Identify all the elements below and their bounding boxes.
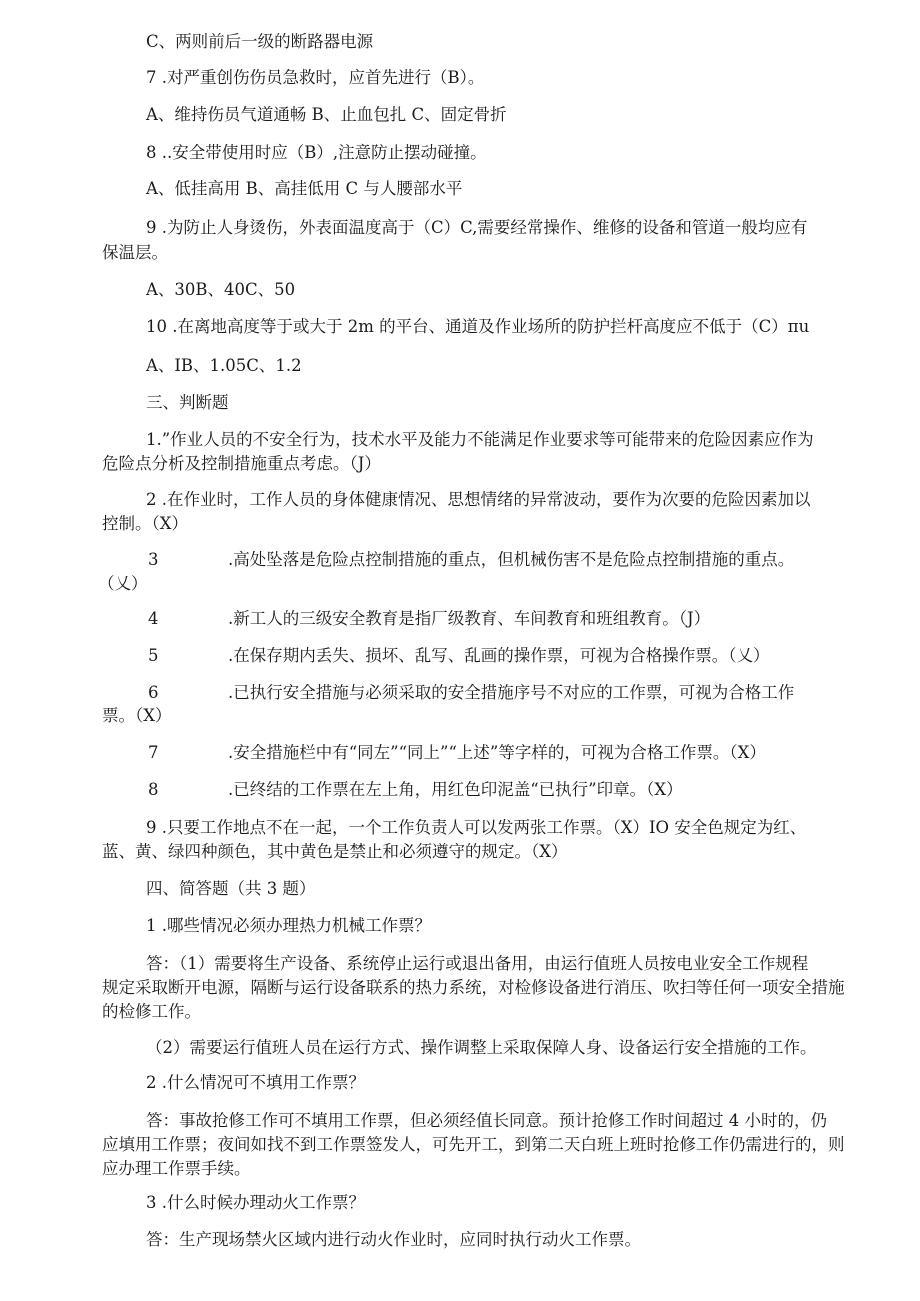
tf-3-number: 3 — [148, 550, 159, 569]
question-9-options: A、30B、40C、50 — [146, 280, 296, 299]
tf-4-number: 4 — [148, 609, 159, 628]
tf-3-text: .高处坠落是危险点控制措施的重点，但机械伤害不是危险点控制措施的重点。 — [228, 550, 795, 569]
tf-7-text: .安全措施栏中有“同左”“同上”“上述”等字样的，可视为合格工作票。（X） — [228, 743, 766, 762]
q6-option-c: C、两则前后一级的断路器电源 — [146, 32, 374, 51]
short-answer-q2: 2 .什么情况可不填用工作票？ — [146, 1073, 365, 1092]
tf-9-line1: 9 .只要工作地点不在一起，一个工作负责人可以发两张工作票。（X）IO 安全色规定为红、 — [146, 818, 807, 837]
question-10-options: A、IB、1.05C、1.2 — [146, 356, 302, 375]
short-answer-a1-part2: （2）需要运行值班人员在运行方式、操作调整上采取保障人身、设备运行安全措施的工作。 — [146, 1038, 817, 1057]
tf-1-line1: 1.”作业人员的不安全行为，技术水平及能力不能满足作业要求等可能带来的危险因素应作为 — [146, 430, 814, 449]
question-8: 8 ..安全带使用时应（B）,注意防止摆动碰撞。 — [146, 143, 487, 162]
tf-7-number: 7 — [148, 743, 159, 762]
question-9-line1: 9 .为防止人身烫伤，外表面温度高于（C）C,需要经常操作、维修的设备和管道一般均应有 — [146, 218, 808, 237]
short-answer-a2-line1: 答：事故抢修工作可不填用工作票，但必须经值长同意。预计抢修工作时间超过 4 小时的，仍 — [146, 1111, 827, 1130]
tf-4-text: .新工人的三级安全教育是指厂级教育、车间教育和班组教育。（J） — [228, 609, 711, 628]
tf-6-number: 6 — [148, 683, 159, 702]
tf-6-line2: 票。（X） — [102, 706, 172, 725]
short-answer-a2-line2: 应填用工作票；夜间如找不到工作票签发人，可先开工，到第二天白班上班时抢修工作仍需进行的，则 — [102, 1135, 845, 1154]
short-answer-a3: 答：生产现场禁火区域内进行动火作业时，应同时执行动火工作票。 — [146, 1230, 641, 1249]
short-answer-a1-line3: 的检修工作。 — [102, 1002, 201, 1021]
tf-2-line1: 2 .在作业时，工作人员的身体健康情况、思想情绪的异常波动，要作为次要的危险因素加以 — [146, 490, 811, 509]
section-heading-short-answer: 四、简答题（共 3 题） — [146, 879, 316, 898]
tf-6-text: .已执行安全措施与必须采取的安全措施序号不对应的工作票，可视为合格工作 — [228, 683, 795, 702]
tf-8-text: .已终结的工作票在左上角，用红色印泥盖“已执行”印章。（X） — [228, 780, 683, 799]
tf-9-line2: 蓝、黄、绿四种颜色，其中黄色是禁止和必须遵守的规定。（X） — [102, 842, 568, 861]
tf-3-line2: （乂） — [98, 574, 148, 593]
question-8-options: A、低挂高用 B、高挂低用 C 与人腰部水平 — [146, 179, 463, 198]
tf-5-text: .在保存期内丢失、损坏、乱写、乱画的操作票，可视为合格操作票。（乂） — [228, 646, 770, 665]
section-heading-judgement: 三、判断题 — [146, 393, 229, 412]
tf-8-number: 8 — [148, 780, 159, 799]
tf-2-line2: 控制。（X） — [102, 514, 188, 533]
question-10: 10 .在离地高度等于或大于 2m 的平台、通道及作业场所的防护拦杆高度应不低于（C）πu — [146, 317, 810, 336]
short-answer-a1-line1: 答：（1）需要将生产设备、系统停止运行或退出备用，由运行值班人员按电业安全工作规程 — [146, 954, 809, 973]
short-answer-a1-line2: 规定采取断开电源，隔断与运行设备联系的热力系统，对检修设备进行消压、吹扫等任何一项安全措施 — [102, 978, 845, 997]
tf-1-line2: 危险点分析及控制措施重点考虑。（J） — [102, 454, 381, 473]
question-7-options: A、维持伤员气道通畅 B、止血包扎 C、固定骨折 — [146, 105, 507, 124]
short-answer-q1: 1 .哪些情况必须办理热力机械工作票？ — [146, 916, 431, 935]
short-answer-a2-line3: 应办理工作票手续。 — [102, 1159, 251, 1178]
short-answer-q3: 3 .什么时候办理动火工作票？ — [146, 1193, 365, 1212]
question-7: 7 .对严重创伤伤员急救时，应首先进行（B）。 — [146, 68, 485, 87]
question-9-line2: 保温层。 — [102, 243, 168, 262]
tf-5-number: 5 — [148, 646, 159, 665]
